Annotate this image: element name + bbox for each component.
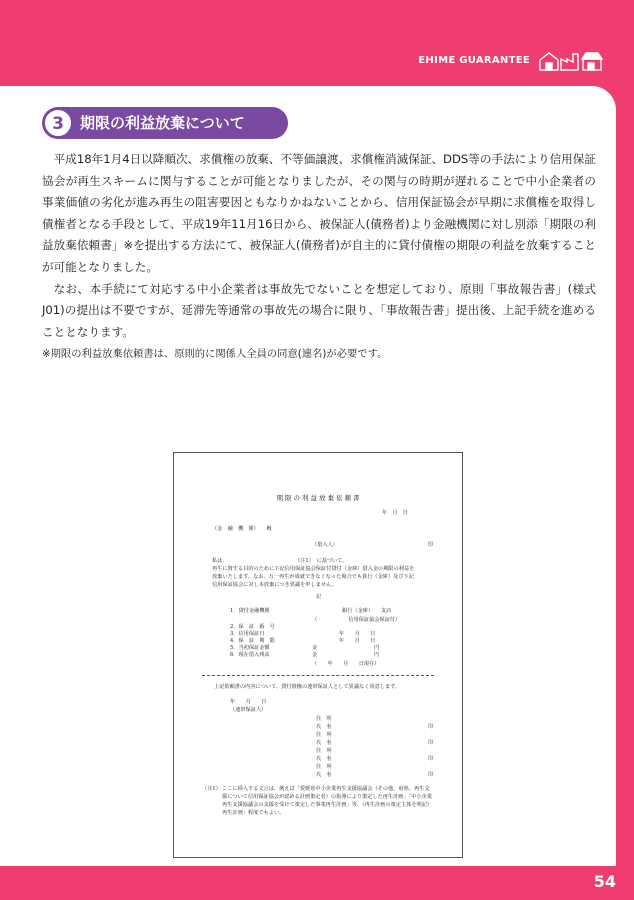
form-address-4: 住 所 xyxy=(316,764,332,770)
form-item-1: 1．貸付金融機関 xyxy=(230,608,270,614)
form-seal: 印 xyxy=(428,542,434,548)
form-item-4: 4．保 証 期 限 xyxy=(230,638,275,644)
form-gold-1: 金 xyxy=(312,645,318,651)
form-intro-2: 再生に資する目的のために下記信用保証協会保証付貸付（金庫）借入金の期限の利益を xyxy=(212,566,415,572)
form-seal-1: 印 xyxy=(428,724,434,730)
form-gold-2: 金 xyxy=(312,652,318,658)
form-ymd-1: 年 月 日 xyxy=(339,631,376,637)
form-seal-3: 印 xyxy=(428,756,434,762)
form-name-3: 氏 名 xyxy=(316,756,332,762)
paragraph-1: 平成18年1月4日以降順次、求償権の放棄、不等価譲渡、求償権消滅保証、DDS等の手法により信用保証協会が再生スキームに関与することが可能となりましたが、その関与の時期が遅れることで中小企業者の事業価値の劣化が進み再生の阻害要因ともなりかねないことから、信用保証協会が早期に求償権を取得し債権者となる手段として、平成19年11月16日から、被保証人(債務者)より金融機関に対し別添「期限の利益放棄依頼書」※を提出する方法にて、被保証人(債務者)が自主的に貸付債権の期限の利益を放棄することが可能となりました。 xyxy=(42,152,596,274)
form-item-2: 2．保 証 番 号 xyxy=(230,624,275,630)
factory-icon xyxy=(561,54,578,70)
section-title: 期限の利益放棄について xyxy=(80,114,245,132)
form-separator xyxy=(202,675,434,676)
form-consent: 上記依頼書の内容について、貸付債権の連帯保証人として異議なく同意します。 xyxy=(214,684,401,690)
form-item-5: 5．当初保証金額 xyxy=(230,645,270,651)
body-text xyxy=(42,149,596,343)
form-item-6: 6．現在借入残高 xyxy=(230,652,270,658)
form-address-2: 住 所 xyxy=(316,732,332,738)
form-guarantor-label: （連帯保証人） xyxy=(230,707,267,713)
form-guarantee-assoc: （ 信用保証協会保証付） xyxy=(312,617,401,623)
note: ※期限の利益放棄依頼書は、原則的に関係人全員の同意(連名)が必要です。 xyxy=(42,348,388,360)
form-as-of: （ 年 月 日現在） xyxy=(312,661,380,667)
header-band xyxy=(0,0,634,86)
form-name-1: 氏 名 xyxy=(316,724,332,730)
form-ymd-2: 年 月 日 xyxy=(339,638,376,644)
form-yen-2: 円 xyxy=(374,652,380,658)
form-intro-4: 信用保証協会に対し本放棄につき異議を申しません。 xyxy=(212,582,337,588)
form-name-2: 氏 名 xyxy=(316,740,332,746)
house-icon xyxy=(540,53,558,70)
form-footnote-label: （注1） xyxy=(202,786,221,792)
form-address-3: 住 所 xyxy=(316,748,332,754)
form-yen-1: 円 xyxy=(374,645,380,651)
form-addressee: （金 融 機 関） 殿 xyxy=(212,526,272,532)
form-footnote-4: 再生計画」程度でもよい。 xyxy=(222,810,285,816)
page-number: 54 xyxy=(593,872,616,891)
form-date: 年 月 日 xyxy=(382,510,408,516)
brand-name: EHIME GUARANTEE xyxy=(418,55,530,66)
form-intro-1: 私は、 （注1） に基づいて、 xyxy=(212,558,348,564)
form-seal-4: 印 xyxy=(428,772,434,778)
shop-icon xyxy=(582,53,602,70)
form-footnote-1: ここに挿入する文言は、例えば「愛媛県中小企業再生支援協議会（その他、府県、再生支 xyxy=(222,786,430,792)
form-address-1: 住 所 xyxy=(316,716,332,722)
form-borrower-label: （借入人） xyxy=(312,542,338,548)
form-footnote-2: 援について信用保証協会が認める計画策定者）の指導により策定した再生計画」「中小企業 xyxy=(222,794,432,800)
form-consent-date: 年 月 日 xyxy=(230,699,267,705)
section-heading xyxy=(42,107,288,139)
section-number: 3 xyxy=(43,108,73,138)
form-name-4: 氏 名 xyxy=(316,772,332,778)
form-item-3: 3．信用保証日 xyxy=(230,631,265,637)
form-intro-3: 放棄いたします。なお、万一再生が成就できなくなった場合でも貴行（金庫）及び下記 xyxy=(212,574,414,580)
form-footnote-3: 再生支援協議会の支援を受けて策定した事業再生計画」等、（再生計画の策定主体を明記） xyxy=(222,802,433,808)
brand-icons xyxy=(538,50,604,72)
waiver-request-form xyxy=(173,452,463,858)
form-seal-2: 印 xyxy=(428,740,434,746)
paragraph-2: なお、本手続にて対応する中小企業者は事故先でないことを想定しており、原則「事故報告書」(様式J01)の提出は不要ですが、延滞先等通常の事故先の場合に限り、「事故報告書」提出後、上記手続を進めることとなります。 xyxy=(42,281,596,339)
form-title: 期限の利益放棄依頼書 xyxy=(276,494,362,502)
form-ki: 記 xyxy=(316,594,322,600)
form-branch: 銀行（金庫） 支店 xyxy=(342,608,392,614)
